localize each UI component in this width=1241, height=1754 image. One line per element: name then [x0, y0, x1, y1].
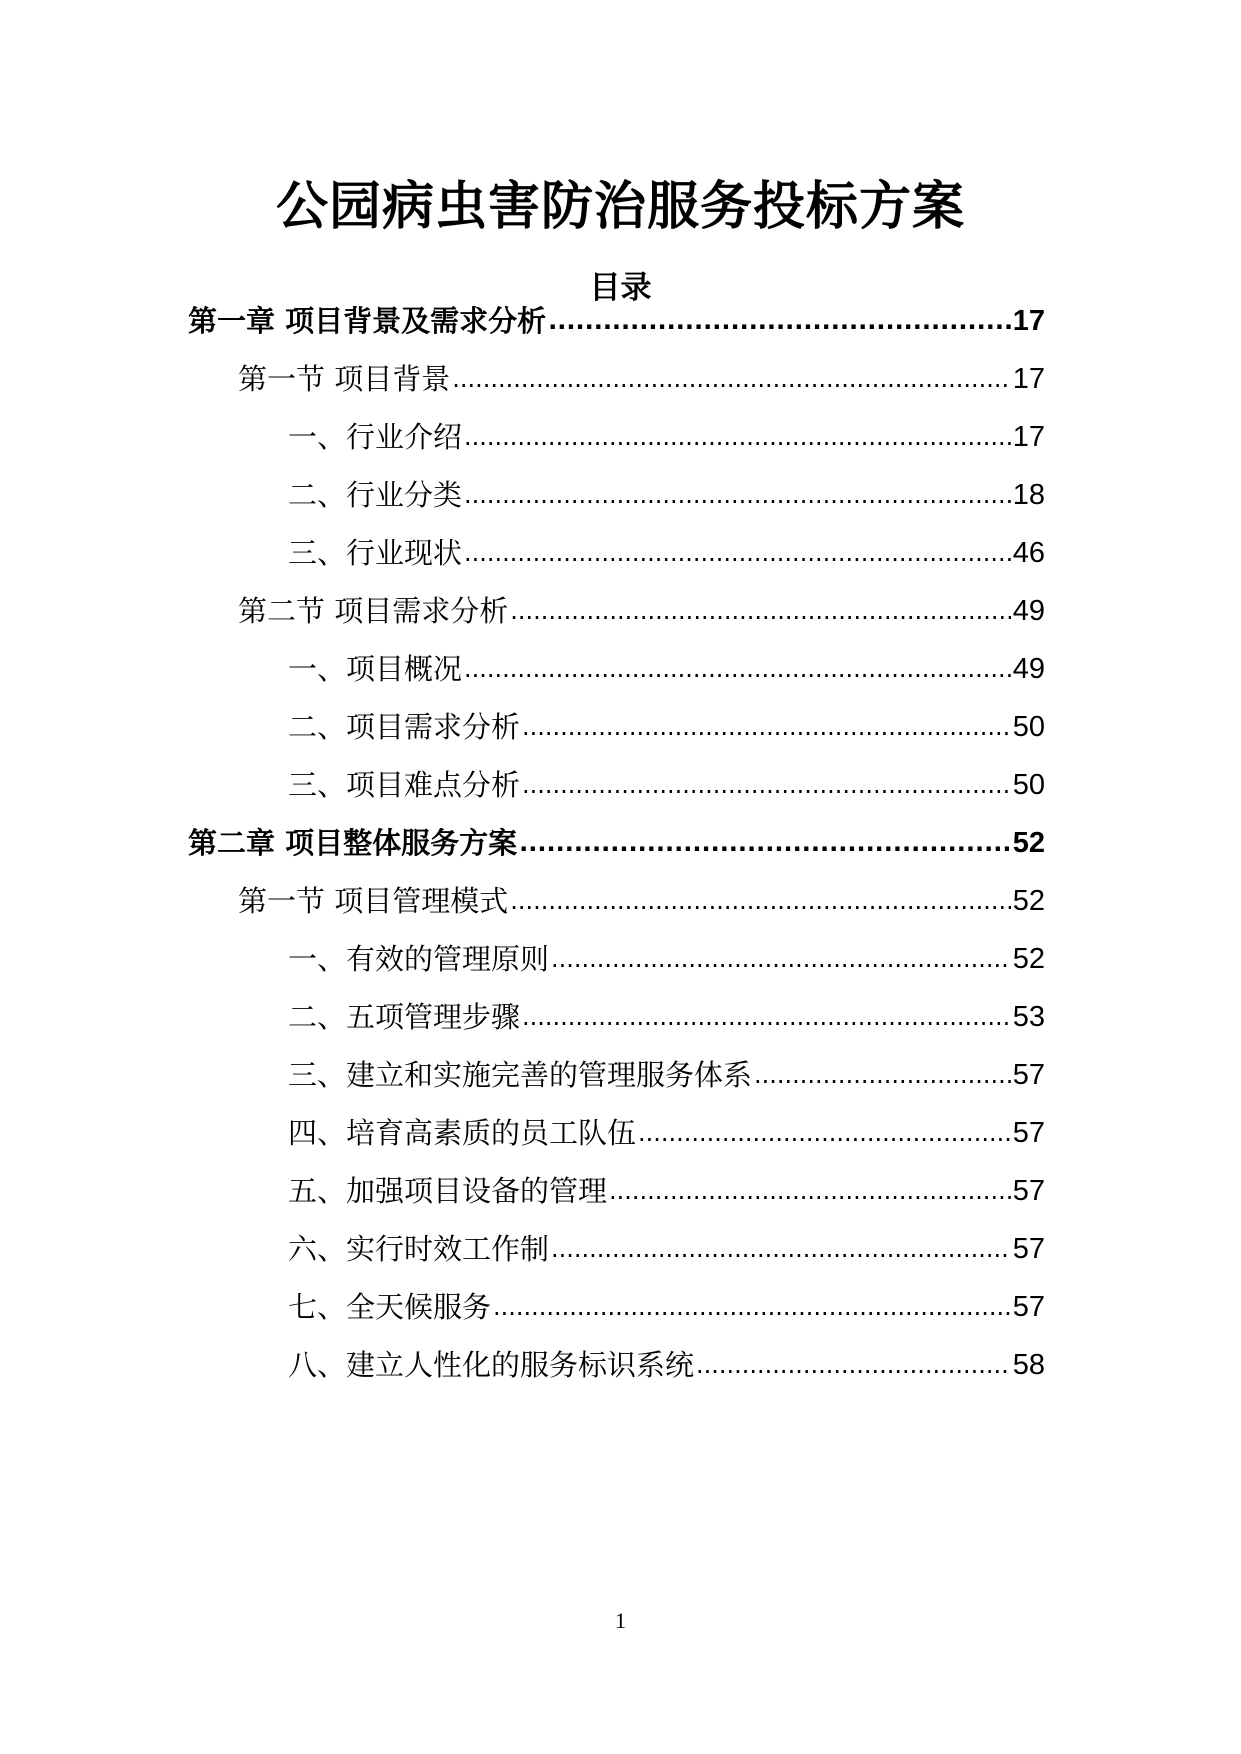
toc-leader-dots	[510, 589, 1011, 633]
toc-entry-subsection[interactable]	[288, 467, 1045, 517]
toc-entry-page: 57	[1012, 1117, 1045, 1149]
toc-entry-subsection[interactable]	[288, 989, 1045, 1039]
toc-entry-page: 58	[1012, 1349, 1045, 1381]
toc-entry-label: 第二章 项目整体服务方案	[188, 826, 518, 860]
toc-leader-dots	[510, 879, 1011, 923]
toc-entry-section[interactable]	[238, 873, 1045, 923]
toc-entry-chapter-1[interactable]	[188, 293, 1045, 343]
toc-entry-subsection[interactable]	[288, 1279, 1045, 1329]
toc-entry-subsection[interactable]	[288, 1105, 1045, 1155]
toc-entry-page: 49	[1012, 653, 1045, 685]
toc-leader-dots	[493, 1285, 1011, 1329]
toc-leader-dots	[754, 1053, 1011, 1097]
toc-entry-label: 三、行业现状	[288, 536, 463, 570]
toc-entry-page: 49	[1012, 595, 1045, 627]
toc-leader-dots	[522, 763, 1011, 807]
toc-entry-label: 四、培育高素质的员工队伍	[288, 1116, 637, 1150]
toc-entry-page: 52	[1012, 943, 1045, 975]
toc-entry-label: 二、五项管理步骤	[288, 1000, 521, 1034]
toc-entry-page: 52	[1012, 885, 1045, 917]
toc-entry-label: 八、建立人性化的服务标识系统	[288, 1348, 695, 1382]
toc-entry-subsection[interactable]	[288, 641, 1045, 691]
toc-entry-label: 三、建立和实施完善的管理服务体系	[288, 1058, 753, 1092]
toc-entry-label: 五、加强项目设备的管理	[288, 1174, 608, 1208]
toc-entry-page: 50	[1012, 711, 1045, 743]
toc-entry-subsection[interactable]	[288, 1163, 1045, 1213]
toc-entry-page: 57	[1012, 1059, 1045, 1091]
toc-entry-subsection[interactable]	[288, 931, 1045, 981]
toc-leader-dots	[548, 299, 1011, 343]
toc-leader-dots	[551, 937, 1011, 981]
toc-entry-page: 17	[1012, 363, 1045, 395]
toc-leader-dots	[609, 1169, 1011, 1213]
toc-entry-page: 57	[1012, 1291, 1045, 1323]
toc-leader-dots	[638, 1111, 1011, 1155]
toc-entry-label: 第一章 项目背景及需求分析	[188, 304, 547, 338]
toc-entry-subsection[interactable]	[288, 525, 1045, 575]
toc-leader-dots	[464, 647, 1011, 691]
toc-entry-section[interactable]	[238, 351, 1045, 401]
toc-heading: 目录	[589, 270, 652, 306]
toc-entry-chapter-2[interactable]	[188, 815, 1045, 865]
toc-entry-section[interactable]	[238, 583, 1045, 633]
toc-leader-dots	[452, 357, 1011, 401]
toc-entry-subsection[interactable]	[288, 699, 1045, 749]
toc-entry-label: 第二节 项目需求分析	[238, 594, 509, 628]
toc-entry-label: 第一节 项目背景	[238, 362, 451, 396]
toc-leader-dots	[464, 473, 1011, 517]
toc-leader-dots	[519, 821, 1011, 865]
toc-entry-page: 17	[1012, 305, 1045, 337]
toc-entry-label: 三、项目难点分析	[288, 768, 521, 802]
toc-entry-subsection[interactable]	[288, 409, 1045, 459]
toc-entry-label: 第一节 项目管理模式	[238, 884, 509, 918]
page-number: 1	[615, 1608, 626, 1633]
toc-leader-dots	[696, 1343, 1011, 1387]
document-title: 公园病虫害防治服务投标方案	[275, 177, 965, 237]
toc-entry-subsection[interactable]	[288, 1221, 1045, 1271]
toc-leader-dots	[551, 1227, 1011, 1271]
toc-entry-page: 50	[1012, 769, 1045, 801]
toc-leader-dots	[464, 531, 1011, 575]
toc-entry-subsection[interactable]	[288, 1337, 1045, 1387]
toc-entry-subsection[interactable]	[288, 757, 1045, 807]
toc-entry-page: 57	[1012, 1233, 1045, 1265]
toc-leader-dots	[522, 705, 1011, 749]
toc-entry-page: 18	[1012, 479, 1045, 511]
toc-entry-label: 七、全天候服务	[288, 1290, 492, 1324]
toc-leader-dots	[522, 995, 1011, 1039]
toc-entry-page: 17	[1012, 421, 1045, 453]
toc-entry-page: 53	[1012, 1001, 1045, 1033]
toc-entry-label: 六、实行时效工作制	[288, 1232, 550, 1266]
toc-entry-label: 一、行业介绍	[288, 420, 463, 454]
toc-entry-page: 46	[1012, 537, 1045, 569]
toc-entry-page: 52	[1012, 827, 1045, 859]
toc-entry-label: 一、有效的管理原则	[288, 942, 550, 976]
toc-entry-page: 57	[1012, 1175, 1045, 1207]
toc-entry-label: 二、行业分类	[288, 478, 463, 512]
toc-entry-label: 二、项目需求分析	[288, 710, 521, 744]
toc-entry-subsection[interactable]	[288, 1047, 1045, 1097]
toc-entry-label: 一、项目概况	[288, 652, 463, 686]
toc-leader-dots	[464, 415, 1011, 459]
